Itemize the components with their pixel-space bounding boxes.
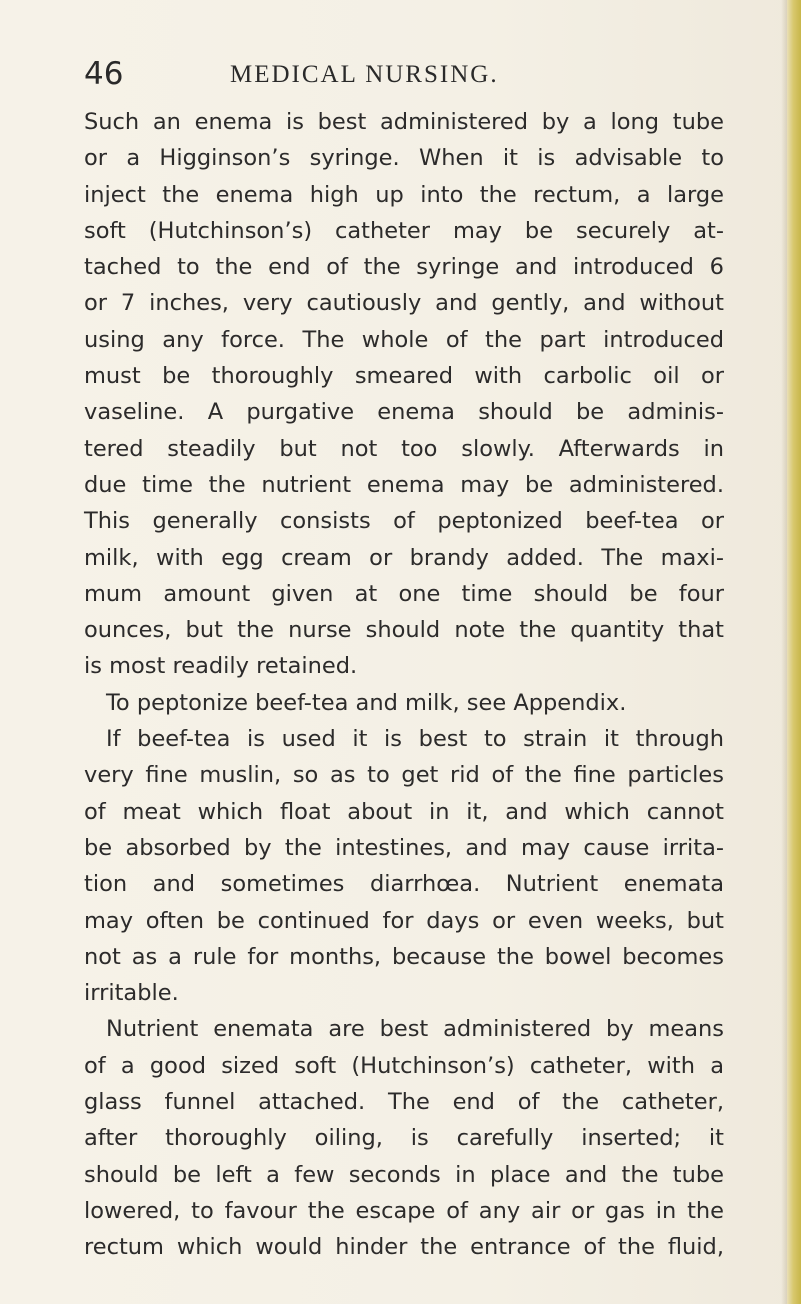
- text-line: mum amount given at one time should be four: [84, 580, 724, 607]
- text-line: of meat which float about in it, and which cannot: [84, 798, 724, 825]
- text-line: rectum which would hinder the entrance of the fluid,: [84, 1234, 724, 1261]
- body-text: [84, 104, 724, 1266]
- text-line: irritable.: [84, 980, 179, 1007]
- text-line: of a good sized soft (Hutchinson’s) catheter, with a: [84, 1052, 724, 1079]
- text-line: be absorbed by the intestines, and may cause irrita-: [84, 834, 724, 861]
- page-number: 46: [84, 56, 124, 92]
- text-line: may often be continued for days or even weeks, but: [84, 907, 724, 934]
- text-line: lowered, to favour the escape of any air or gas in the: [84, 1197, 724, 1224]
- text-line: soft (Hutchinson’s) catheter may be securely at-: [84, 217, 724, 244]
- text-line: glass funnel attached. The end of the catheter,: [84, 1089, 724, 1116]
- text-line: vaseline. A purgative enema should be adminis-: [84, 399, 724, 426]
- text-line: tached to the end of the syringe and introduced 6: [84, 254, 724, 281]
- text-line: is most readily retained.: [84, 653, 358, 680]
- paragraph-start-line: To peptonize beef-tea and milk, see Appendix.: [106, 689, 627, 716]
- text-line: not as a rule for months, because the bowel becomes: [84, 943, 724, 970]
- text-line: tion and sometimes diarrhœa. Nutrient enemata: [84, 871, 724, 898]
- text-line: Such an enema is best administered by a long tube: [84, 109, 724, 135]
- text-line: very fine muslin, so as to get rid of the fine particles: [84, 762, 724, 789]
- paragraph-start-line: If beef-tea is used it is best to strain it through: [106, 726, 724, 753]
- text-line: This generally consists of peptonized beef-tea or: [84, 508, 724, 535]
- text-line: milk, with egg cream or brandy added. The maxi-: [84, 544, 724, 571]
- text-line: should be left a few seconds in place and the tube: [84, 1161, 724, 1188]
- page-header: [84, 54, 724, 94]
- text-line: or a Higginson’s syringe. When it is advisable to: [84, 145, 724, 172]
- text-line: ounces, but the nurse should note the quantity that: [84, 617, 724, 644]
- text-line: must be thoroughly smeared with carbolic oil or: [84, 363, 724, 390]
- text-line: due time the nutrient enema may be administered.: [84, 471, 724, 498]
- text-line: or 7 inches, very cautiously and gently, and without: [84, 290, 724, 317]
- page-edge: [787, 0, 801, 1304]
- text-line: using any force. The whole of the part introduced: [84, 326, 724, 353]
- text-line: inject the enema high up into the rectum, a large: [84, 181, 724, 208]
- running-head: MEDICAL NURSING.: [230, 61, 499, 88]
- text-line: tered steadily but not too slowly. Afterwards in: [84, 435, 724, 462]
- text-line: after thoroughly oiling, is carefully inserted; it: [84, 1125, 724, 1152]
- paragraph-start-line: Nutrient enemata are best administered by means: [106, 1016, 724, 1043]
